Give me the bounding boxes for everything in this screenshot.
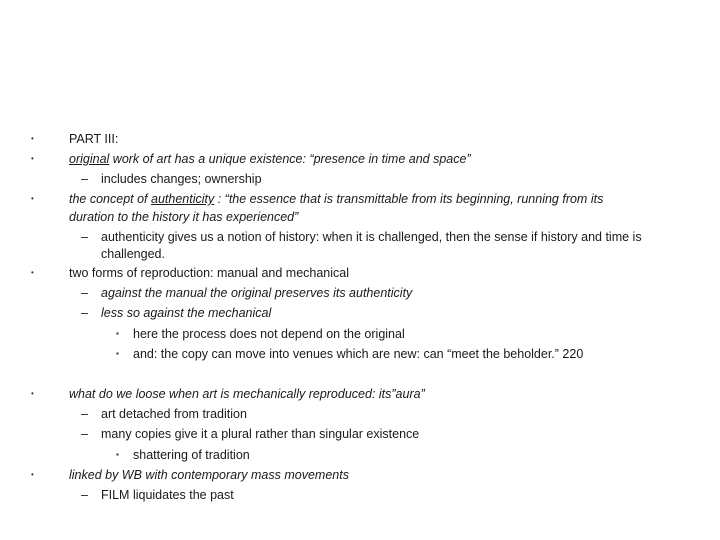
sub-bullet-marker: ▪ — [116, 450, 119, 459]
bullet-marker: • — [31, 470, 34, 479]
dash-marker: – — [81, 407, 88, 421]
bullet-marker: • — [31, 154, 34, 163]
authenticity-pre: the concept of — [69, 192, 152, 206]
includes-line: includes changes; ownership — [101, 172, 262, 186]
authenticity-line — [69, 191, 603, 207]
original-word: original — [69, 152, 110, 166]
dash-marker: – — [81, 427, 88, 441]
dash-marker: – — [81, 230, 88, 244]
linked-line: linked by WB with contemporary mass movements — [69, 468, 349, 482]
shattering-line: shattering of tradition — [133, 448, 250, 462]
two-forms-line: two forms of reproduction: manual and mechanical — [69, 266, 350, 280]
many-copies-line: many copies give it a plural rather than singular existence — [101, 427, 420, 441]
less-so-line: less so against the mechanical — [101, 306, 272, 320]
dash-marker: – — [81, 306, 88, 320]
sub-bullet-marker: ▪ — [116, 329, 119, 338]
bullet-marker: • — [31, 134, 34, 143]
bullet-marker: • — [31, 268, 34, 277]
original-rest: work of art has a unique existence: “presence in time and space” — [109, 152, 471, 166]
detached-line: art detached from tradition — [101, 407, 247, 421]
dash-marker: – — [81, 286, 88, 300]
sub-bullet-marker: ▪ — [116, 349, 119, 358]
film-line: FILM liquidates the past — [101, 488, 234, 502]
authenticity-rest: : “the essence that is transmittable from its beginning, running from its — [214, 192, 604, 206]
against-manual-line: against the manual the original preserves its authenticity — [101, 286, 413, 300]
authenticity-history-line: authenticity gives us a notion of history: when it is challenged, then the sense if history and time is — [101, 230, 642, 244]
dash-marker: – — [81, 488, 88, 502]
original-line — [69, 151, 471, 167]
dash-marker: – — [81, 172, 88, 186]
bullet-marker: • — [31, 389, 34, 398]
authenticity-word: authenticity — [151, 192, 215, 206]
bullet-marker: • — [31, 194, 34, 203]
authenticity-history-continuation: challenged. — [101, 247, 165, 261]
copy-move-line: and: the copy can move into venues which are new: can “meet the beholder.” 220 — [133, 347, 584, 361]
part-heading: PART III: — [69, 132, 119, 146]
what-loose-line: what do we loose when art is mechanically reproduced: its”aura” — [69, 387, 425, 401]
authenticity-continuation: duration to the history it has experienced” — [69, 210, 299, 224]
process-line: here the process does not depend on the original — [133, 327, 405, 341]
